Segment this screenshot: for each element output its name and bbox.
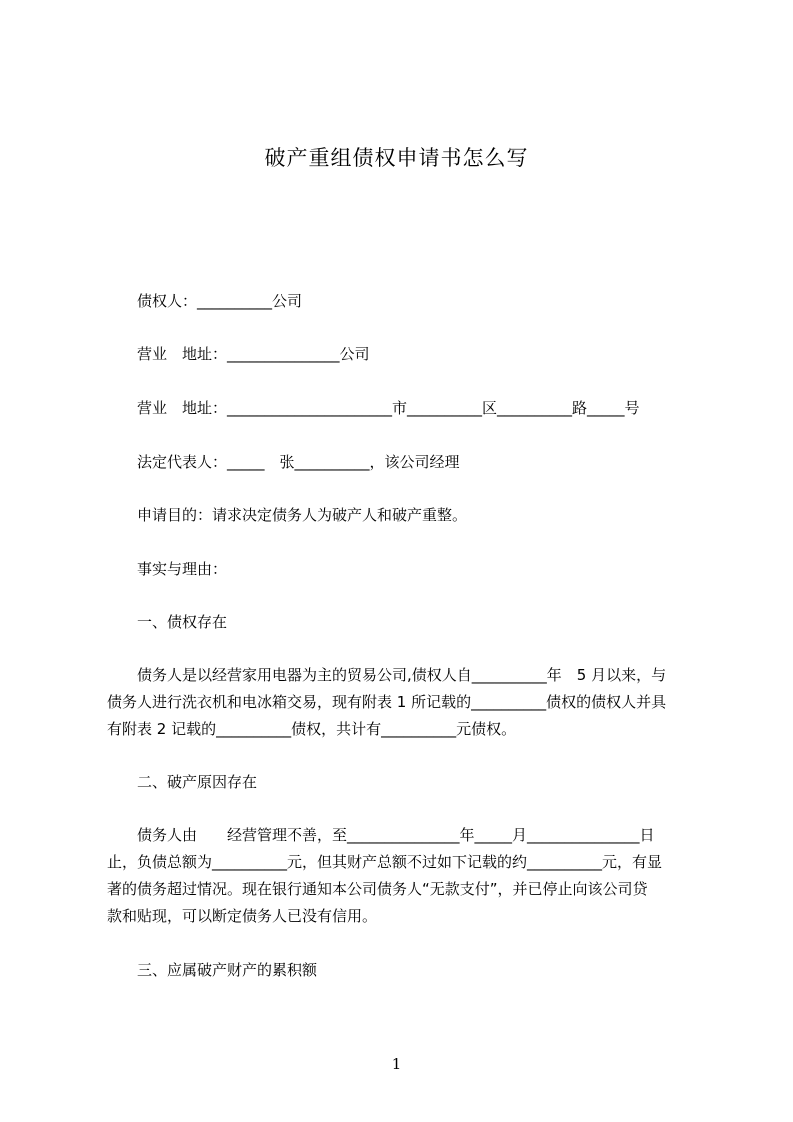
page-number: 1 bbox=[391, 1055, 402, 1073]
business-address-field-2: 营业 地址：______________________市__________区__________路_____号 bbox=[137, 399, 640, 417]
section-paragraph-line: 著的债务超过情况。现在银行通知本公司债务人“无款支付”，并已停止向该公司贷 bbox=[107, 880, 648, 898]
document-title: 破产重组债权申请书怎么写 bbox=[264, 146, 529, 170]
creditor-field: 债权人：__________公司 bbox=[137, 292, 303, 310]
section-heading: 二、破产原因存在 bbox=[137, 773, 258, 791]
section-paragraph-line: 债务人是以经营家用电器为主的贸易公司,债权人自__________年 5 月以来，与 bbox=[122, 666, 667, 684]
section-heading: 三、应属破产财产的累积额 bbox=[137, 961, 318, 979]
business-address-field-1: 营业 地址：_______________公司 bbox=[137, 345, 370, 363]
application-purpose: 申请目的：请求决定债务人为破产人和破产重整。 bbox=[137, 506, 468, 524]
section-paragraph-line: 止，负债总额为__________元，但其财产总额不过如下记载的约__________元，有显 bbox=[107, 853, 663, 871]
section-paragraph-line: 有附表 2 记载的__________债权，共计有__________元债权。 bbox=[107, 720, 517, 738]
section-paragraph-line: 债务人由 经营管理不善，至_______________年_____月_______________日 bbox=[122, 826, 655, 844]
section-paragraph-line: 债务人进行洗衣机和电冰箱交易，现有附表 1 所记载的__________债权的债权人并具 bbox=[107, 693, 667, 711]
facts-and-reasons-heading: 事实与理由： bbox=[137, 560, 228, 578]
section-heading: 一、债权存在 bbox=[137, 613, 228, 631]
section-paragraph-line: 款和贴现，可以断定债务人已没有信用。 bbox=[107, 907, 378, 925]
legal-representative-field: 法定代表人：_____ 张__________，该公司经理 bbox=[137, 453, 460, 471]
